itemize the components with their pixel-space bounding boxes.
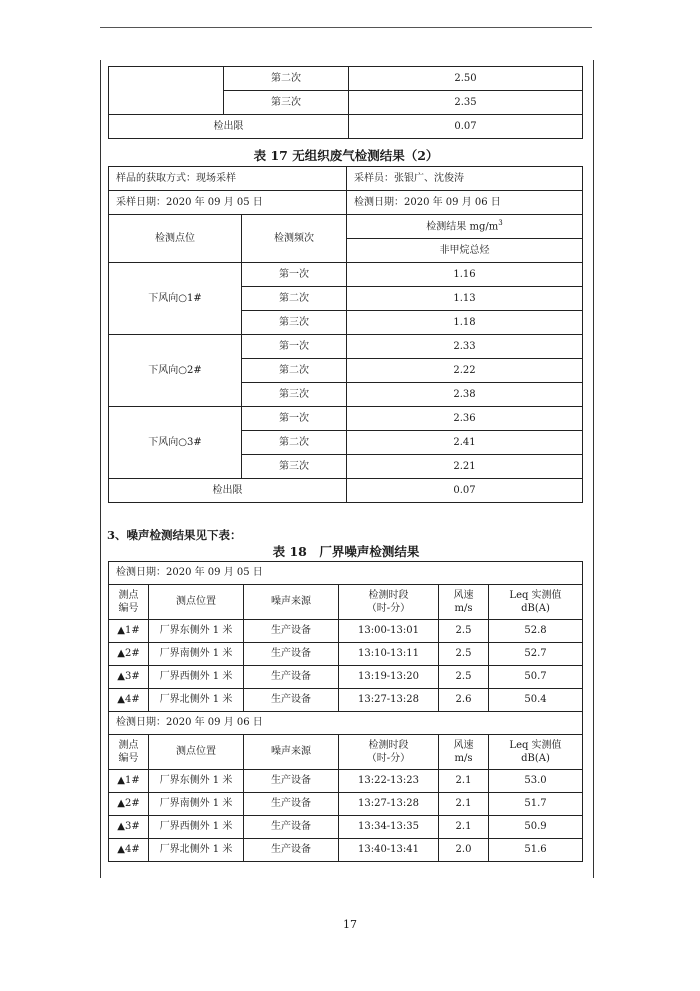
source-cell: 生产设备 (244, 839, 339, 862)
col-leq-line2: dB(A) (521, 603, 550, 614)
freq-cell: 第三次 (242, 383, 347, 407)
location-cell: 厂界南侧外 1 米 (149, 643, 244, 666)
point-id: ▲3# (109, 666, 149, 689)
table-row (109, 335, 583, 359)
limit-value: 0.07 (347, 479, 583, 503)
col-id-line1: 测点 (118, 589, 139, 601)
freq-cell: 第三次 (242, 311, 347, 335)
period-cell: 13:22-13:23 (339, 770, 439, 793)
col-id (109, 735, 149, 770)
point-id: ▲2# (109, 643, 149, 666)
col-leq-line2: dB(A) (521, 753, 550, 764)
table-row (109, 793, 583, 816)
freq-cell: 第二次 (224, 67, 349, 91)
empty-point-cell (109, 67, 224, 115)
table-row (109, 666, 583, 689)
source-cell: 生产设备 (244, 793, 339, 816)
value-cell: 2.36 (347, 407, 583, 431)
location-cell: 厂界北侧外 1 米 (149, 689, 244, 712)
freq-cell: 第一次 (242, 407, 347, 431)
value-cell: 2.50 (349, 67, 583, 91)
value-cell: 2.33 (347, 335, 583, 359)
location-cell: 厂界西侧外 1 米 (149, 666, 244, 689)
col-wind (439, 585, 489, 620)
col-id-line1: 测点 (118, 739, 139, 751)
col-location: 测点位置 (149, 585, 244, 620)
freq-cell: 第二次 (242, 431, 347, 455)
test-date: 检测日期：2020 年 09 月 05 日 (109, 562, 583, 585)
value-cell: 2.38 (347, 383, 583, 407)
col-id-line2: 编号 (118, 603, 139, 614)
leq-cell: 52.8 (489, 620, 583, 643)
table-row (109, 620, 583, 643)
col-wind-line2: m/s (454, 603, 473, 614)
table-row (109, 839, 583, 862)
point-id: ▲1# (109, 620, 149, 643)
col-wind (439, 735, 489, 770)
sampling-method: 样品的获取方式：现场采样 (109, 167, 347, 191)
freq-cell: 第一次 (242, 335, 347, 359)
col-leq-line1: Leq 实测值 (509, 589, 562, 601)
table-header-row (109, 735, 583, 770)
point-id: ▲4# (109, 689, 149, 712)
col-leq-line1: Leq 实测值 (509, 739, 562, 751)
col-period-line1: 检测时段 (368, 739, 409, 751)
point-id: ▲1# (109, 770, 149, 793)
col-source: 噪声来源 (244, 735, 339, 770)
table-row (109, 191, 583, 215)
location-cell: 厂界西侧外 1 米 (149, 816, 244, 839)
table-17 (108, 166, 583, 503)
wind-cell: 2.1 (439, 793, 489, 816)
section-heading: 3、噪声检测结果见下表： (107, 528, 242, 542)
sampler: 采样员：张银广、沈俊涛 (347, 167, 583, 191)
limit-label: 检出限 (109, 115, 349, 139)
col-id (109, 585, 149, 620)
source-cell: 生产设备 (244, 689, 339, 712)
previous-table-continuation (108, 66, 583, 139)
wind-cell: 2.5 (439, 666, 489, 689)
leq-cell: 51.7 (489, 793, 583, 816)
col-result-sup: 3 (498, 219, 503, 228)
col-location: 测点位置 (149, 735, 244, 770)
table-17-caption: 表 17 无组织废气检测结果（2） (253, 148, 439, 163)
location-cell: 厂界东侧外 1 米 (149, 620, 244, 643)
page-number: 17 (343, 918, 357, 931)
col-period-line2: （时-分） (366, 753, 411, 764)
col-period (339, 585, 439, 620)
table-row (109, 816, 583, 839)
col-item: 非甲烷总烃 (347, 239, 583, 263)
leq-cell: 50.4 (489, 689, 583, 712)
limit-value: 0.07 (349, 115, 583, 139)
col-period-line1: 检测时段 (368, 589, 409, 601)
source-cell: 生产设备 (244, 620, 339, 643)
leq-cell: 53.0 (489, 770, 583, 793)
location-cell: 厂界北侧外 1 米 (149, 839, 244, 862)
period-cell: 13:27-13:28 (339, 793, 439, 816)
period-cell: 13:19-13:20 (339, 666, 439, 689)
period-cell: 13:00-13:01 (339, 620, 439, 643)
table-18-caption: 表 18 厂界噪声检测结果 (272, 544, 420, 559)
location-cell: 厂界南侧外 1 米 (149, 793, 244, 816)
table-18 (108, 561, 583, 862)
limit-label: 检出限 (109, 479, 347, 503)
value-cell: 1.16 (347, 263, 583, 287)
date-row (109, 562, 583, 585)
leq-cell: 51.6 (489, 839, 583, 862)
value-cell: 1.13 (347, 287, 583, 311)
col-leq (489, 585, 583, 620)
date-row (109, 712, 583, 735)
table-row (109, 67, 583, 91)
source-cell: 生产设备 (244, 666, 339, 689)
wind-cell: 2.5 (439, 620, 489, 643)
period-cell: 13:40-13:41 (339, 839, 439, 862)
point-id: ▲4# (109, 839, 149, 862)
value-cell: 2.22 (347, 359, 583, 383)
table-header-row (109, 215, 583, 239)
sampling-date: 采样日期：2020 年 09 月 05 日 (109, 191, 347, 215)
source-cell: 生产设备 (244, 770, 339, 793)
freq-cell: 第三次 (224, 91, 349, 115)
table-row (109, 115, 583, 139)
col-source: 噪声来源 (244, 585, 339, 620)
point-cell: 下风向○3# (109, 407, 242, 479)
period-cell: 13:10-13:11 (339, 643, 439, 666)
leq-cell: 50.7 (489, 666, 583, 689)
wind-cell: 2.5 (439, 643, 489, 666)
table-row (109, 407, 583, 431)
freq-cell: 第二次 (242, 287, 347, 311)
table-row (109, 167, 583, 191)
value-cell: 1.18 (347, 311, 583, 335)
col-wind-line1: 风速 (453, 589, 474, 601)
wind-cell: 2.6 (439, 689, 489, 712)
col-wind-line2: m/s (454, 753, 473, 764)
period-cell: 13:27-13:28 (339, 689, 439, 712)
table-row (109, 263, 583, 287)
table-row (109, 479, 583, 503)
test-date: 检测日期：2020 年 09 月 06 日 (347, 191, 583, 215)
source-cell: 生产设备 (244, 643, 339, 666)
col-point: 检测点位 (109, 215, 242, 263)
col-period-line2: （时-分） (366, 603, 411, 614)
wind-cell: 2.1 (439, 770, 489, 793)
point-cell: 下风向○1# (109, 263, 242, 335)
col-period (339, 735, 439, 770)
wind-cell: 2.0 (439, 839, 489, 862)
period-cell: 13:34-13:35 (339, 816, 439, 839)
point-id: ▲2# (109, 793, 149, 816)
table-row (109, 689, 583, 712)
col-result (347, 215, 583, 239)
source-cell: 生产设备 (244, 816, 339, 839)
table-row (109, 770, 583, 793)
freq-cell: 第一次 (242, 263, 347, 287)
col-result-text: 检测结果 mg/m (426, 221, 499, 233)
table-row (109, 643, 583, 666)
point-cell: 下风向○2# (109, 335, 242, 407)
location-cell: 厂界东侧外 1 米 (149, 770, 244, 793)
test-date: 检测日期：2020 年 09 月 06 日 (109, 712, 583, 735)
leq-cell: 50.9 (489, 816, 583, 839)
value-cell: 2.35 (349, 91, 583, 115)
value-cell: 2.21 (347, 455, 583, 479)
col-leq (489, 735, 583, 770)
table-header-row (109, 585, 583, 620)
point-id: ▲3# (109, 816, 149, 839)
col-id-line2: 编号 (118, 753, 139, 764)
col-wind-line1: 风速 (453, 739, 474, 751)
freq-cell: 第三次 (242, 455, 347, 479)
header-rule (100, 27, 592, 28)
leq-cell: 52.7 (489, 643, 583, 666)
value-cell: 2.41 (347, 431, 583, 455)
freq-cell: 第二次 (242, 359, 347, 383)
col-freq: 检测频次 (242, 215, 347, 263)
wind-cell: 2.1 (439, 816, 489, 839)
